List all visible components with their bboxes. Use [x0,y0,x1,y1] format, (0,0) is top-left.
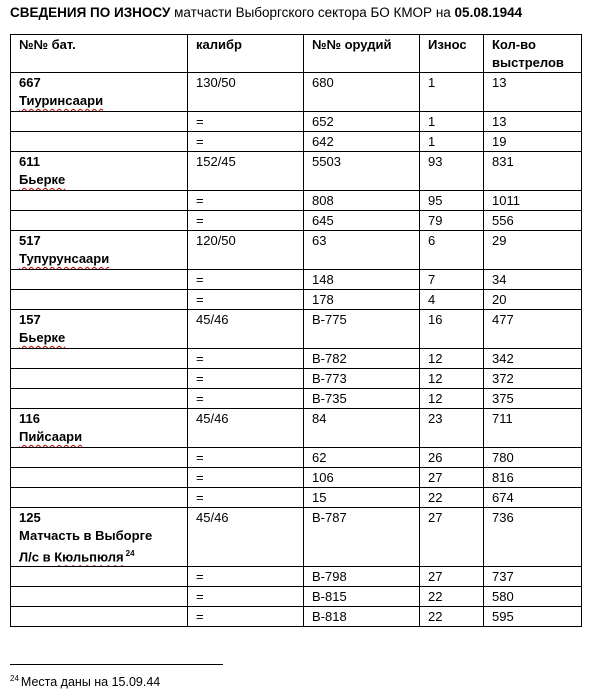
table-row [11,191,582,211]
wear-cell: 27 [420,508,484,567]
table-row [11,290,582,310]
gun-number-cell: В-782 [304,349,420,369]
wear-cell: 1 [420,132,484,152]
battery-name [19,428,179,446]
battery-cell [11,73,188,112]
caliber-cell: = [188,211,304,231]
table-row [11,112,582,132]
caliber-cell: 152/45 [188,152,304,191]
shots-cell: 29 [484,231,582,270]
battery-cell [11,508,188,567]
battery-cell [11,409,188,448]
header-wear: Износ [420,35,484,73]
shots-cell: 19 [484,132,582,152]
wear-cell: 23 [420,409,484,448]
gun-number-cell: В-798 [304,567,420,587]
gun-number-cell: В-775 [304,310,420,349]
gun-number-cell: 645 [304,211,420,231]
caliber-cell: = [188,488,304,508]
shots-cell: 736 [484,508,582,567]
table-row [11,389,582,409]
gun-number-cell: 178 [304,290,420,310]
caliber-cell: 45/46 [188,310,304,349]
shots-cell: 711 [484,409,582,448]
wear-cell: 22 [420,607,484,627]
wear-cell: 26 [420,448,484,468]
personnel-place: Кюльпюля [54,549,124,565]
caliber-cell: = [188,607,304,627]
footnote [10,674,160,689]
gun-number-cell: 5503 [304,152,420,191]
battery-cell [11,607,188,627]
caliber-cell: = [188,587,304,607]
table-row [11,587,582,607]
battery-name-text: Пийсаари [19,429,83,444]
footnote-separator [10,664,223,665]
shots-cell: 737 [484,567,582,587]
battery-number: 611 [19,154,40,169]
battery-name [19,171,179,189]
battery-number: 125 [19,510,41,525]
battery-cell [11,231,188,270]
table-row [11,369,582,389]
battery-name [19,250,179,268]
caliber-cell: 120/50 [188,231,304,270]
table-row [11,468,582,488]
battery-cell [11,191,188,211]
table-row [11,448,582,468]
caliber-cell: = [188,112,304,132]
battery-number: 157 [19,312,41,327]
table-row [11,310,582,349]
battery-cell [11,132,188,152]
table-row [11,152,582,191]
table-row [11,270,582,290]
wear-cell: 12 [420,369,484,389]
battery-name-text: Бьерке [19,330,66,345]
document-title [10,4,585,22]
table-row [11,567,582,587]
shots-cell: 580 [484,587,582,607]
battery-cell [11,112,188,132]
battery-name-text: Тупурунсаари [19,251,110,266]
caliber-cell: = [188,389,304,409]
wear-cell: 12 [420,389,484,409]
table-row [11,349,582,369]
footnote-reference: 24 [125,549,135,558]
personnel-prefix: Л/с в [19,549,55,565]
caliber-cell: = [188,349,304,369]
gun-number-cell: В-815 [304,587,420,607]
gun-number-cell: В-818 [304,607,420,627]
wear-table [10,34,582,627]
caliber-cell: = [188,567,304,587]
caliber-cell: = [188,369,304,389]
gun-number-cell: В-773 [304,369,420,389]
shots-cell: 477 [484,310,582,349]
wear-cell: 22 [420,488,484,508]
shots-cell: 816 [484,468,582,488]
shots-cell: 556 [484,211,582,231]
battery-name [19,329,179,347]
gun-number-cell: 652 [304,112,420,132]
shots-cell: 780 [484,448,582,468]
wear-cell: 1 [420,73,484,112]
gun-number-cell: 148 [304,270,420,290]
wear-cell: 95 [420,191,484,211]
battery-cell [11,290,188,310]
gun-number-cell: В-735 [304,389,420,409]
caliber-cell: = [188,448,304,468]
shots-cell: 13 [484,73,582,112]
gun-number-cell: В-787 [304,508,420,567]
wear-cell: 4 [420,290,484,310]
caliber-cell: = [188,290,304,310]
gun-number-cell: 106 [304,468,420,488]
battery-cell [11,567,188,587]
header-guns: №№ орудий [304,35,420,73]
table-row [11,231,582,270]
battery-cell [11,152,188,191]
header-shots: Кол-во выстрелов [484,35,582,73]
title-date: 05.08.1944 [454,5,523,20]
wear-cell: 79 [420,211,484,231]
gun-number-cell: 62 [304,448,420,468]
battery-cell [11,468,188,488]
gun-number-cell: 15 [304,488,420,508]
header-battery: №№ бат. [11,35,188,73]
caliber-cell: = [188,132,304,152]
caliber-cell: 130/50 [188,73,304,112]
shots-cell: 342 [484,349,582,369]
wear-cell: 12 [420,349,484,369]
battery-number: 116 [19,411,40,426]
header-row [11,35,582,73]
wear-cell: 27 [420,468,484,488]
battery-name [19,527,179,545]
wear-cell: 93 [420,152,484,191]
shots-cell: 674 [484,488,582,508]
battery-cell [11,587,188,607]
shots-cell: 831 [484,152,582,191]
wear-cell: 1 [420,112,484,132]
gun-number-cell: 680 [304,73,420,112]
caliber-cell: 45/46 [188,409,304,448]
wear-cell: 22 [420,587,484,607]
footnote-ref: 24 [10,674,19,683]
shots-cell: 595 [484,607,582,627]
gun-number-cell: 84 [304,409,420,448]
footnote-text: Места даны на 15.09.44 [20,675,161,690]
battery-number: 667 [19,75,41,90]
table-row [11,508,582,567]
battery-cell [11,389,188,409]
gun-number-cell: 63 [304,231,420,270]
caliber-cell: = [188,191,304,211]
title-rest: матчасти Выборгского сектора БО КМОР на [174,5,451,20]
shots-cell: 1011 [484,191,582,211]
gun-number-cell: 642 [304,132,420,152]
header-caliber: калибр [188,35,304,73]
battery-cell [11,488,188,508]
gun-number-cell: 808 [304,191,420,211]
table-row [11,132,582,152]
table-row [11,73,582,112]
battery-cell [11,369,188,389]
battery-name-text: Тиуринсаари [19,93,104,108]
battery-cell [11,310,188,349]
battery-name [19,92,179,110]
table-row [11,607,582,627]
wear-cell: 16 [420,310,484,349]
shots-cell: 13 [484,112,582,132]
caliber-cell: 45/46 [188,508,304,567]
shots-cell: 372 [484,369,582,389]
battery-cell [11,270,188,290]
caliber-cell: = [188,468,304,488]
battery-number: 517 [19,233,41,248]
table-row [11,211,582,231]
battery-cell [11,448,188,468]
wear-cell: 7 [420,270,484,290]
table-row [11,409,582,448]
table-row [11,488,582,508]
table-body [11,73,582,627]
title-bold-prefix: СВЕДЕНИЯ ПО ИЗНОСУ [10,5,171,20]
caliber-cell: = [188,270,304,290]
battery-cell [11,349,188,369]
battery-cell [11,211,188,231]
battery-personnel-location [19,545,179,566]
shots-cell: 34 [484,270,582,290]
battery-name-text: Бьерке [19,172,66,187]
wear-cell: 27 [420,567,484,587]
wear-cell: 6 [420,231,484,270]
shots-cell: 20 [484,290,582,310]
shots-cell: 375 [484,389,582,409]
battery-name-text: Матчасть в Выборге [19,528,153,543]
